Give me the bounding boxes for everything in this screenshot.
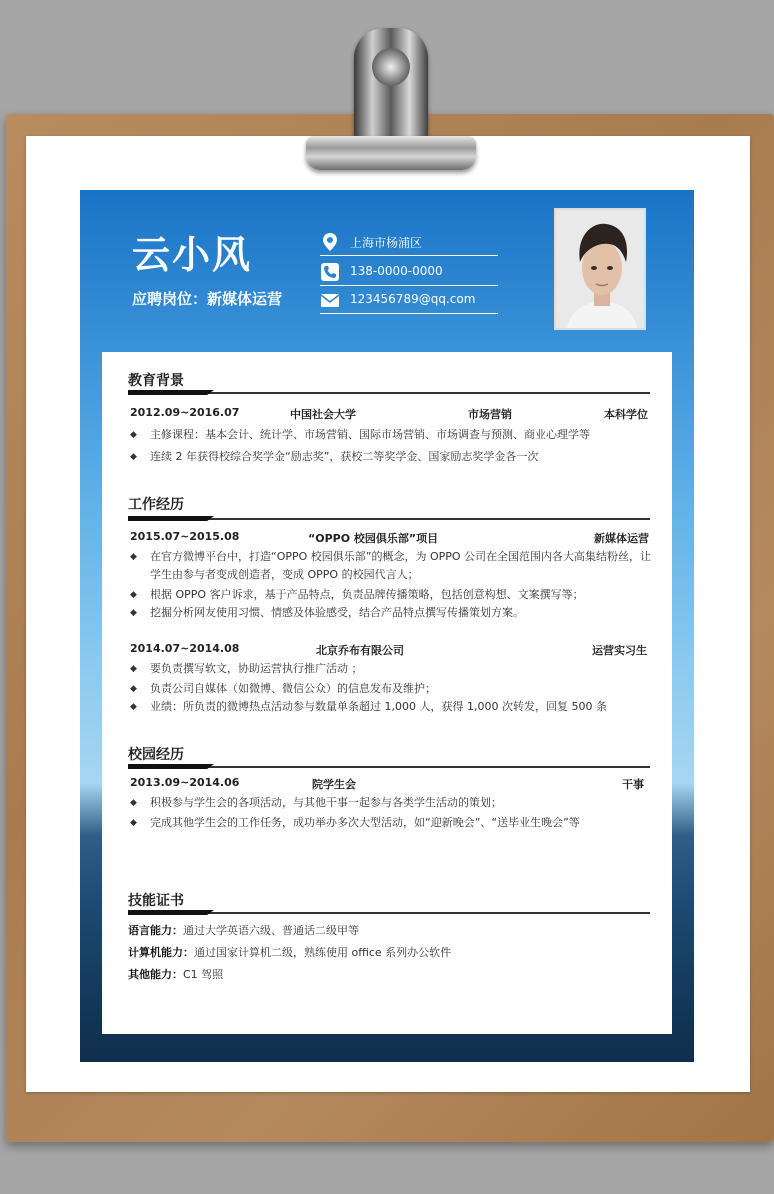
education-title: 教育背景 <box>128 373 184 389</box>
section-marker <box>128 390 214 395</box>
list-item: ◆ 挖掘分析网友使用习惯、情感及体验感受，结合产品特点撰写传播策划方案。 <box>128 604 658 622</box>
work-period: 2014.07~2014.08 <box>130 642 240 655</box>
campus-title: 校园经历 <box>128 747 184 763</box>
phone-text: 138-0000-0000 <box>350 264 443 278</box>
skill-item <box>128 922 359 938</box>
education-degree: 本科学位 <box>604 408 648 421</box>
skill-item <box>128 944 451 960</box>
list-item: ◆ 完成其他学生会的工作任务，成功举办多次大型活动，如“迎新晚会”、“送毕业生晚会”等 <box>128 814 658 832</box>
skill-text: C1 驾照 <box>183 968 224 981</box>
campus-period: 2013.09~2014.06 <box>130 776 240 789</box>
education-row <box>128 406 650 422</box>
list-item: ◆ 根据 OPPO 客户诉求，基于产品特点，负责品牌传播策略，包括创意构想、文案撰写等； <box>128 586 658 604</box>
list-item: ◆ 连续 2 年获得校综合奖学金“励志奖”，获校二等奖学金、国家励志奖学金各一次 <box>128 448 658 466</box>
email-text: 123456789@qq.com <box>350 292 476 306</box>
work-row <box>128 530 650 546</box>
list-item: ◆ 业绩：所负责的微博热点活动参与数量单条超过 1,000 人，获得 1,000 次转发，回复 500 条 <box>128 698 658 716</box>
work-role: 新媒体运营 <box>594 532 649 545</box>
skill-text: 通过大学英语六级、普通话二级甲等 <box>183 924 359 937</box>
resume <box>80 190 694 1062</box>
work-title: 工作经历 <box>128 497 184 513</box>
education-major: 市场营销 <box>468 408 512 421</box>
work-row <box>128 642 650 658</box>
list-item: ◆ 要负责撰写软文，协助运营执行推广活动 ； <box>128 660 658 678</box>
section-marker <box>128 516 214 521</box>
profile-photo <box>554 208 646 330</box>
list-item: ◆ 积极参与学生会的各项活动，与其他干事一起参与各类学生活动的策划； <box>128 794 658 812</box>
mail-icon <box>320 290 340 310</box>
campus-role: 干事 <box>622 778 644 791</box>
address-text: 上海市杨浦区 <box>350 236 423 250</box>
clip-base-icon <box>306 136 476 170</box>
skill-text: 通过国家计算机二级，熟练使用 office 系列办公软件 <box>194 946 452 959</box>
list-item: ◆ 主修课程：基本会计、统计学、市场营销、国际市场营销、市场调查与预测、商业心理学等 <box>128 426 658 444</box>
phone-icon <box>320 262 340 282</box>
campus-row <box>128 776 650 792</box>
skill-item <box>128 966 223 982</box>
candidate-name: 云小风 <box>132 233 253 277</box>
skill-label: 语言能力： <box>128 924 183 937</box>
work-period: 2015.07~2015.08 <box>130 530 240 543</box>
work-org: 北京乔布有限公司 <box>316 644 404 657</box>
education-school: 中国社会大学 <box>290 408 356 421</box>
clip-ring-icon <box>354 28 428 140</box>
avatar <box>556 210 646 330</box>
skill-label: 其他能力： <box>128 968 183 981</box>
list-item: ◆ 在官方微博平台中，打造“OPPO 校园俱乐部”的概念，为 OPPO 公司在全国范围内各大高集结粉丝，让学生由参与者变成创造者，变成 OPPO 的校园代言人； <box>128 548 658 584</box>
location-pin-icon <box>320 232 340 252</box>
contact-email <box>320 288 498 314</box>
contact-address <box>320 230 498 256</box>
skills-title: 技能证书 <box>128 893 184 909</box>
campus-org: 院学生会 <box>312 778 356 791</box>
resume-body <box>102 352 672 1034</box>
list-item: ◆ 负责公司自媒体（如微博、微信公众）的信息发布及维护； <box>128 680 658 698</box>
job-target: 应聘岗位：新媒体运营 <box>132 290 283 308</box>
work-org: “OPPO 校园俱乐部”项目 <box>308 532 439 545</box>
section-marker <box>128 910 214 915</box>
contact-phone <box>320 260 498 286</box>
education-period: 2012.09~2016.07 <box>130 406 240 419</box>
work-role: 运营实习生 <box>592 644 647 657</box>
skill-label: 计算机能力： <box>128 946 194 959</box>
section-marker <box>128 764 214 769</box>
